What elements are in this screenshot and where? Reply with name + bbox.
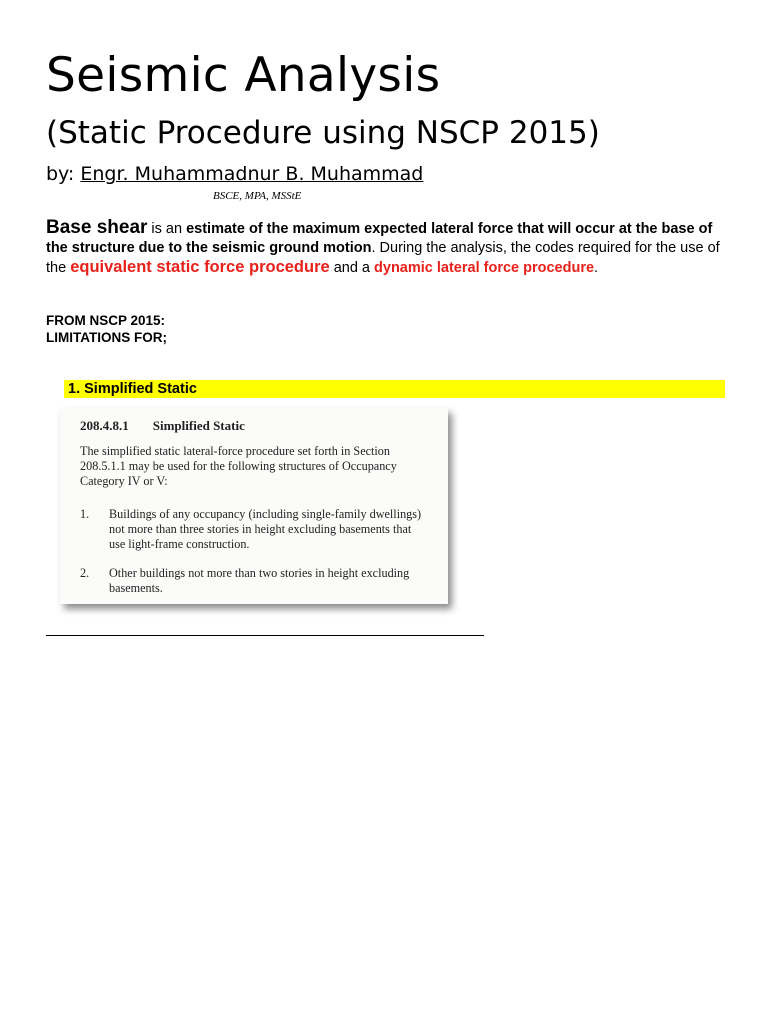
excerpt-item-text: Other buildings not more than two stories in height excluding basements. [109,566,410,595]
base-shear-definition: estimate of the maximum expected lateral force that will occur at the base of the structure due to the seismic ground motion [46,221,713,256]
base-shear-paragraph [46,218,726,278]
excerpt-item-number: 1. [80,507,90,521]
paragraph-text: . [594,260,599,276]
simplified-static-heading [64,380,725,398]
equivalent-static-procedure: equivalent static force procedure [70,258,330,276]
author-prefix: by: [46,163,75,185]
limitations-heading [46,312,167,346]
horizontal-rule [46,635,484,636]
excerpt-item-text: Buildings of any occupancy (including single-family dwellings) not more than three stories in height excluding basements that use light-frame construction. [109,507,422,551]
paragraph-text: . During the analysis, the codes required for the use of the [46,240,720,276]
author-name: Engr. Muhammadnur B. Muhammad [80,163,424,185]
code-excerpt-image [60,408,448,604]
section-title: Simplified Static [152,418,245,433]
excerpt-item-number: 2. [80,566,90,580]
section-number: 208.4.8.1 [80,418,129,433]
paragraph-text: and a [329,260,375,276]
simplified-static-label: 1. Simplified Static [68,381,197,397]
document-title: Seismic Analysis [46,48,441,103]
base-shear-term: Base shear [46,217,148,238]
author-line [46,163,423,185]
document-subtitle: (Static Procedure using NSCP 2015) [46,115,600,151]
paragraph-text: is an [147,221,187,237]
limitations-line1: FROM NSCP 2015: [46,313,166,328]
excerpt-heading [80,418,245,434]
excerpt-intro: The simplified static lateral-force procedure set forth in Section 208.5.1.1 may be used for the following structures of Occupancy Category IV or V: [80,444,397,488]
author-credentials: BSCE, MPA, MSStE [213,190,302,202]
dynamic-lateral-procedure: dynamic lateral force procedure [374,260,595,276]
limitations-line2: LIMITATIONS FOR; [46,330,167,345]
